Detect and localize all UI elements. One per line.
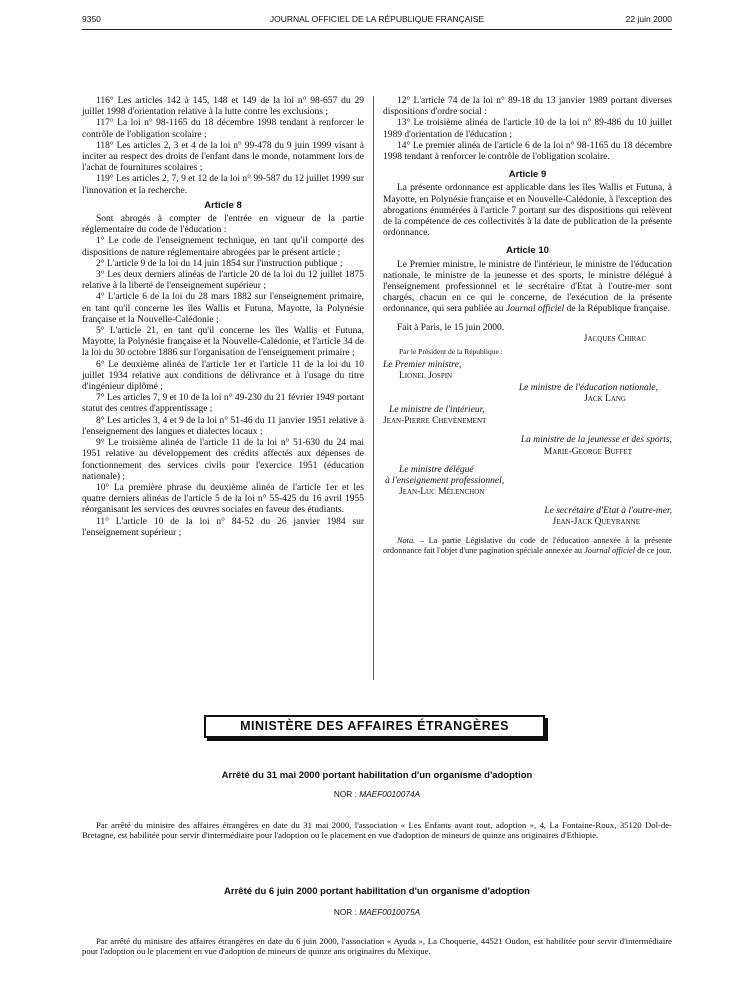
paragraph: 12° L'article 74 de la loi n° 89-18 du 13 janvier 1989 portant diverses dispositions d'ordre social : <box>383 96 672 118</box>
article-9-heading: Article 9 <box>508 169 547 181</box>
decree-title: Arrêté du 6 juin 2000 portant habilitation d'un organisme d'adoption <box>224 886 530 897</box>
nor-label: NOR : <box>333 907 357 917</box>
nor-reference <box>82 789 672 799</box>
paragraph: 9° Le troisième alinéa de l'article 11 de la loi n° 51-630 du 24 mai 1951 relative au développement des crédits affectés aux dépenses de fonctionnement des services civils pour l'exercice 1951 (éducation nationale) ; <box>82 438 364 482</box>
interior-minister-name: Jean-Pierre Chevènement <box>383 416 487 427</box>
left-column <box>82 96 364 539</box>
paragraph: 11° L'article 10 de la loi n° 84-52 du 26 janvier 1984 sur l'enseignement supérieur ; <box>82 516 364 538</box>
nota <box>383 536 672 555</box>
decree-text: Par arrêté du ministre des affaires étrangères en date du 31 mai 2000, l'association « Les Enfants avant tout, adoption », 4, La Fontaine-Roux, 35120 Dol-de-Bretagne, est habilitée pour servir d'intermédiaire pour l'adoption ou le placement en vue d'adoption de mineurs de quinze ans originaires d'Ethiopie. <box>82 820 672 841</box>
nor-reference <box>82 907 672 917</box>
paragraph: 118° Les articles 2, 3 et 4 de la loi n° 99-478 du 9 juin 1999 visant à inciter au respect des droits de l'enfant dans le monde, notamment lors de l'achat de fournitures scolaires ; <box>82 140 364 174</box>
paragraph: 14° Le premier alinéa de l'article 6 de la loi n° 98-1165 du 18 décembre 1998 tendant à renforcer le contrôle de l'obligation scolaire. <box>383 140 672 163</box>
header-rule <box>82 29 672 30</box>
pm-title: Le Premier ministre, <box>383 360 462 371</box>
delegate-minister-title: à l'enseignement professionnel, <box>385 476 505 487</box>
journal-officiel-ref: Journal officiel <box>505 304 565 315</box>
paragraph-text: Le Premier ministre, le ministre de l'intérieur, le ministre de l'éducation nationale, le ministre de la jeunesse et des sports, le ministre délégué à l'enseignement professionnel et le secrétaire d'Etat à l'outre-mer sont chargés, chacun en ce qui le concerne, de l'exécution de la présente ordonnance, qui sera publiée au <box>383 259 672 315</box>
paragraph: 10° La première phrase du deuxième alinéa de l'article 1er et les quatre derniers alinéas de l'article 5 de la loi n° 55-425 du 16 avril 1955 réorganisant les services des œuvres sociales en faveur des étudiants. <box>82 482 364 516</box>
paragraph: 8° Les articles 3, 4 et 9 de la loi n° 51-46 du 11 janvier 1951 relative à l'enseignement des langues et dialectes locaux ; <box>82 415 364 437</box>
nota-text: – La partie Législative du code de l'éducation annexée à la présente ordonnance fait l'objet d'une pagination spéciale annexée au <box>383 535 672 555</box>
paragraph: 6° Le deuxième alinéa de l'article 1er et l'article 11 de la loi du 10 juillet 1934 relative aux conditions de délivrance et à l'usage du titre d'ingénieur diplômé ; <box>82 359 364 393</box>
article-10-heading: Article 10 <box>506 245 549 257</box>
decree-title: Arrêté du 31 mai 2000 portant habilitation d'un organisme d'adoption <box>221 770 533 781</box>
nor-code: MAEF0010075A <box>359 907 421 917</box>
paragraph <box>383 260 672 316</box>
nota-label: Nota. <box>397 535 416 545</box>
paragraph: Sont abrogés à compter de l'entrée en vigueur de la partie réglementaire du code de l'éducation : <box>82 214 364 236</box>
page-number: 9350 <box>82 14 101 24</box>
interior-minister-title: Le ministre de l'intérieur, <box>389 405 485 416</box>
ministry-heading: MINISTÈRE DES AFFAIRES ÉTRANGÈRES <box>204 715 545 738</box>
paragraph: La présente ordonnance est applicable dans les îles Wallis et Futuna, à Mayotte, en Polynésie française et en Nouvelle-Calédonie, à l'exception des abrogations énumérées à l'article 7 portant sur des dispositions qui relèvent de la compétence de ces collectivités à la date de publication de la présente ordonnance. <box>383 183 672 239</box>
paragraph: 3° Les deux derniers alinéas de l'article 20 de la loi du 12 juillet 1875 relative à la liberté de l'enseignement supérieur ; <box>82 270 364 292</box>
delegate-minister-title: Le ministre délégué <box>399 464 474 475</box>
overseas-secretary-name: Jean-Jack Queyranne <box>552 516 640 527</box>
journal-title: JOURNAL OFFICIEL DE LA RÉPUBLIQUE FRANÇAISE <box>269 14 485 24</box>
journal-officiel-ref: Journal officiel <box>584 545 636 555</box>
paragraph: 2° L'article 9 de la loi du 14 juin 1854 sur l'instruction publique ; <box>96 258 343 269</box>
paragraph: 1° Le code de l'enseignement technique, en tant qu'il comporte des dispositions de nature réglementaire abrogées par le présent article ; <box>82 236 364 258</box>
overseas-secretary-title: Le secrétaire d'Etat à l'outre-mer, <box>544 505 672 516</box>
paragraph: 5° L'article 21, en tant qu'il concerne les îles Wallis et Futuna, Mayotte, la Polynésie française et la Nouvelle-Calédonie, et l'article 34 de la loi du 30 octobre 1886 sur l'organisation de l'enseignement primaire ; <box>82 326 364 359</box>
nor-code: MAEF0010074A <box>359 789 421 799</box>
paragraph: 7° Les articles 7, 9 et 10 de la loi n° 49-230 du 21 février 1949 portant statut des centres d'apprentissage ; <box>82 393 364 415</box>
paragraph: 4° L'article 6 de la loi du 28 mars 1882 sur l'enseignement primaire, en tant qu'il concerne les îles Wallis et Futuna, Mayotte, la Polynésie française et la Nouvelle-Calédonie ; <box>82 292 364 325</box>
nota-text: de ce jour. <box>635 545 672 555</box>
by-president: Par le Président de la République : <box>399 347 503 357</box>
paragraph-text: de la République française. <box>566 304 671 315</box>
nor-label: NOR : <box>333 789 357 799</box>
delegate-minister-name: Jean-Luc Mélenchon <box>399 487 485 498</box>
pm-name: Lionel Jospin <box>399 371 453 382</box>
column-divider <box>373 96 374 680</box>
decree-text: Par arrêté du ministre des affaires étrangères en date du 6 juin 2000, l'association « Ayuda », La Choquerie, 44521 Oudon, est habilitée pour servir d'intermédiaire pour l'adoption ou le placement en vue d'adoption de mineurs de quinze ans originaires du Mexique. <box>82 936 672 957</box>
signing-place-date: Fait à Paris, le 15 juin 2000. <box>397 322 505 333</box>
issue-date: 22 juin 2000 <box>625 14 672 24</box>
paragraph: 13° Le troisième alinéa de l'article 10 de la loi n° 89-486 du 10 juillet 1989 d'orientation de l'éducation ; <box>383 118 672 140</box>
youth-sports-minister-name: Marie-George Buffet <box>543 446 632 457</box>
article-8-heading: Article 8 <box>204 199 242 211</box>
paragraph: 117° La loi n° 98-1165 du 18 décembre 1998 tendant à renforcer le contrôle de l'obligation scolaire ; <box>82 118 364 140</box>
page-header <box>82 14 672 28</box>
right-column <box>383 96 672 555</box>
youth-sports-minister-title: La ministre de la jeunesse et des sports, <box>520 435 672 446</box>
president-name: Jacques Chirac <box>583 333 646 344</box>
education-minister-title: Le ministre de l'éducation nationale, <box>518 382 658 393</box>
paragraph: 119° Les articles 2, 7, 9 et 12 de la loi n° 99-587 du 12 juillet 1999 sur l'innovation et la recherche. <box>82 174 364 196</box>
paragraph: 116° Les articles 142 à 145, 148 et 149 de la loi n° 98-657 du 29 juillet 1998 d'orientation relative à la lutte contre les exclusions ; <box>82 96 364 118</box>
education-minister-name: Jack Lang <box>584 393 626 404</box>
